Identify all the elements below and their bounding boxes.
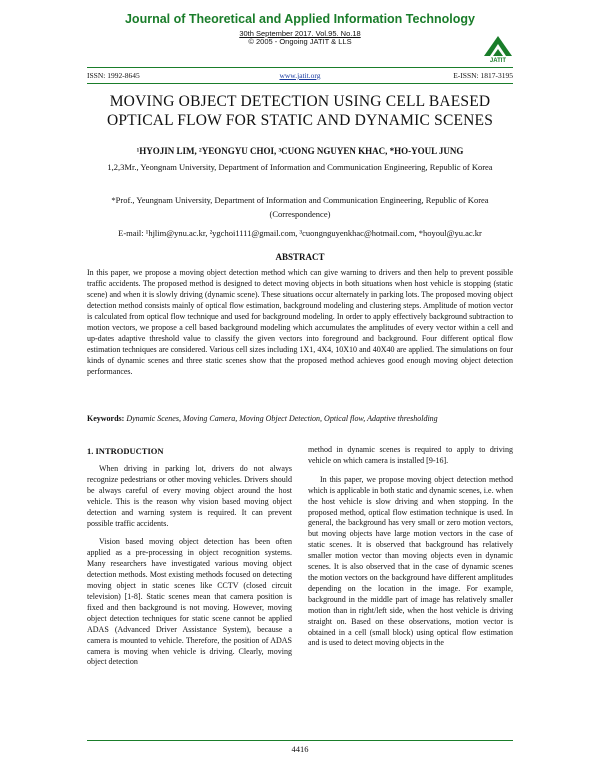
- paper-title: [60, 92, 540, 130]
- abstract-heading: ABSTRACT: [275, 252, 325, 262]
- left-paragraph-1: When driving in parking lot, drivers do not always recognize pedestrians or other moving vehicles. Drivers should be always careful of every moving object around the host vehicle. This is the reason why vision based moving object detection and warning system is required. It can prevent possible traffic accidents.: [87, 464, 292, 528]
- email-line: E-mail: ¹hjlim@ynu.ac.kr, ²ygchoi1111@gmail.com, ³cuongnguyenkhac@hotmail.com, *hoyoul@yu.ac.kr: [118, 228, 482, 238]
- journal-title: Journal of Theoretical and Applied Information Technology: [124, 12, 476, 26]
- copyright: © 2005 - Ongoing JATIT & LLS: [248, 37, 352, 46]
- left-column: [87, 464, 292, 676]
- title-line-2: OPTICAL FLOW FOR STATIC AND DYNAMIC SCENES: [106, 112, 494, 129]
- authors: ¹HYOJIN LIM, ²YEONGYU CHOI, ³CUONG NGUYEN KHAC, *HO-YOUL JUNG: [136, 146, 464, 156]
- eissn: E-ISSN: 1817-3195: [453, 71, 513, 80]
- website-link[interactable]: www.jatit.org: [279, 71, 321, 80]
- affiliation-2: *Prof., Yeungnam University, Department of Information and Communication Engineering, Republic of Korea (Correspondence): [111, 195, 489, 219]
- right-paragraph: In this paper, we propose moving object detection method which is applicable in both static and dynamic scenes, i.e. when the host vehicle is slow driving and when stopping. In the proposed method, optical flow estimation technique is used. In general, the background has very small or zero motion vectors, but moving objects have large motion vectors in the case of static scenes. It is observed that background has relatively smaller motion vector than moving objects even in dynamic scenes. It is also observed that in the case of dynamic scenes the motion vectors on the background have different amplitudes depending on the location in the image. For example, background in the middle part of image has relatively smaller motion than in right/left side, when the host vehicle is driving straight on. Based on these observations, motion vector is obtained in a cell (small block) using optical flow estimation and is used to detect moving objects in the: [308, 474, 513, 648]
- keywords-text: Dynamic Scenes, Moving Camera, Moving Object Detection, Optical flow, Adaptive thresholding: [126, 414, 438, 423]
- logo-text: JATIT: [489, 58, 507, 64]
- right-column: [308, 445, 513, 657]
- left-paragraph-2: Vision based moving object detection has been often applied as a pre-processing in object recognition systems. Many researchers have investigated various moving object detection methods. Most existing methods focused on detecting moving object in static scenes like CCTV (closed circuit television) [1-8]. Static scenes mean that camera position is fixed and then background is not moving. However, moving object detection techniques for static scene cannot be applied ADAS (Advanced Driver Assistance System), because a camera is mounted to vehicle. Therefore, the position of ADAS camera is moving when vehicle is driving. Clearly, moving object detection: [87, 537, 292, 667]
- affiliation-1: 1,2,3Mr., Yeongnam University, Department of Information and Communication Engineering, Republic of Korea: [107, 162, 493, 172]
- keywords-label: Keywords:: [87, 414, 125, 423]
- header-divider-top: [87, 67, 513, 68]
- title-line-1: MOVING OBJECT DETECTION USING CELL BAESED: [109, 93, 491, 110]
- keywords: [87, 413, 513, 424]
- header-divider-bottom: [87, 83, 513, 84]
- issn-row: [87, 71, 513, 81]
- issue-date-text: 30th September 2017. Vol.95. No.18: [239, 29, 361, 38]
- page-number: 4416: [291, 744, 309, 754]
- abstract-body: In this paper, we propose a moving object detection method which can give warning to drivers and then help to prevent possible traffic accidents. The proposed method is designed to detect moving objects in both situations when host vehicle is stopping (static scene) and when it is slowly driving (dynamic scene). These situations occur alternately in parking lots. The proposed moving object detection method consists mainly of optical flow estimation, background modeling and clustering steps. Amplitude of motion vector is calculated from optical flow technique and used for background modeling. In order to apply effectively background subtraction to motion vectors, we propose a cell based background modeling which accumulates the amplitudes of every vector within a cell and up-dates adaptive threshold value to classify the given vectors into foreground and background. Four different optical flow estimation techniques are considered. Various cell sizes including 1X1, 4X4, 10X10 and 40X40 are applied. The simulations on four kinds of dynamic scenes and three static scenes show that the proposed method achieves good enough moving object detection performances.: [87, 268, 513, 376]
- section-heading: 1. INTRODUCTION: [87, 446, 164, 456]
- right-continuation: method in dynamic scenes is required to apply to driving vehicle on which camera is installed [9-16].: [308, 445, 513, 465]
- issn: ISSN: 1992-8645: [87, 71, 140, 80]
- footer-divider: [87, 740, 513, 741]
